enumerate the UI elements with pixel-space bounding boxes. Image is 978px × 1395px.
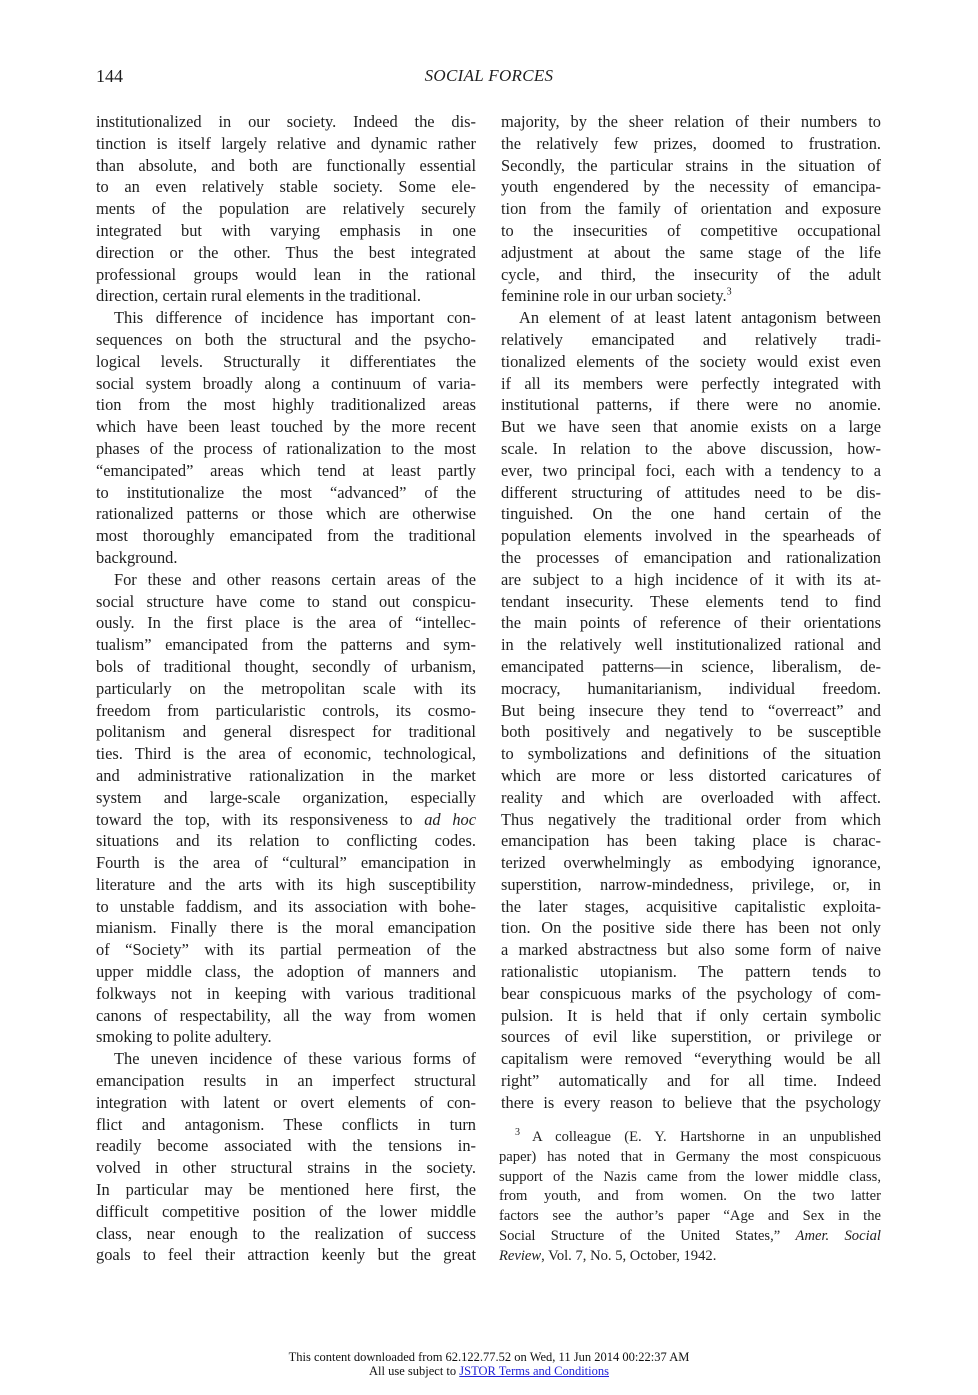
line-text: reality and which are overloaded with affect. [501,787,881,807]
line-text: smoking to polite adultery. [96,1027,272,1047]
text-line [499,1187,881,1207]
line-text: sequences on both the structural and the psycho- [96,329,476,349]
line-text: particularly on the metropolitan scale with its [96,678,476,698]
text-line [96,809,476,831]
line-text: scale. In relation to the above discussion, how- [501,438,881,458]
line-text: tinguished. On the one hand certain of the [501,504,881,524]
line-text: goals to feel their attraction keenly but the great [96,1245,476,1265]
text-line [96,285,476,307]
text-line [501,329,881,351]
line-text: institutional patterns, if there were no anomie. [501,395,881,415]
text-line [501,917,881,939]
line-text: in the relatively well institutionalized rational and [501,635,881,655]
text-line [501,242,881,264]
text-line [501,1048,881,1070]
line-text: the relatively few prizes, doomed to frustration. [501,133,881,153]
text-line [501,809,881,831]
line-text: the main points of reference of their orientations [501,613,881,633]
line-text: the later stages, acquisitive capitalistic exploita- [501,896,881,916]
line-text: An element of at least latent antagonism between [519,308,881,328]
text-line [96,198,476,220]
line-text: Fourth is the area of “cultural” emancipation in [96,853,476,873]
terms-prefix: All use subject to [369,1364,460,1378]
line-text: direction or the other. Thus the best integrated [96,242,476,262]
line-text: class, near enough to the realization of success [96,1223,476,1243]
line-text: support of the Nazis came from the lower middle class, [499,1168,881,1185]
text-line [96,220,476,242]
text-line [501,634,881,656]
text-line [96,612,476,634]
text-line [501,612,881,634]
text-line [96,242,476,264]
line-text: paper) has noted that in Germany the most conspicuous [499,1148,881,1165]
line-text: youth engendered by the necessity of emancipa- [501,177,881,197]
text-line [501,198,881,220]
text-line [501,460,881,482]
line-text: canons of respectability, all the way from women [96,1005,476,1025]
text-line [501,307,881,329]
text-line [96,939,476,961]
line-text: there is every reason to believe that the psychology [501,1092,881,1112]
line-text: rationalistic utopianism. The pattern tends to [501,962,881,982]
line-text: mianism. Finally there is the moral emancipation [96,918,476,938]
text-line [499,1227,881,1247]
line-text: right” automatically and for all time. Indeed [501,1071,881,1091]
line-text: bear conspicuous marks of the psychology of com- [501,983,881,1003]
line-text: tendant insecurity. These elements tend to find [501,591,881,611]
text-line [501,765,881,787]
line-text: readily become associated with the tensions in- [96,1136,476,1156]
text-line [96,874,476,896]
text-line [96,111,476,133]
line-text: emancipation has been taking place is charac- [501,831,881,851]
line-text: “emancipated” areas which tend at least partly [96,460,476,480]
text-line [501,264,881,286]
line-text: literature and the arts with its high susceptibility [96,874,476,894]
text-line [501,482,881,504]
line-text: flict and antagonism. These conflicts in turn [96,1114,476,1134]
line-text: are subject to a high incidence of it with its at- [501,569,881,589]
download-notice: This content downloaded from 62.122.77.52 on Wed, 11 Jun 2014 00:22:37 AM [288,1350,690,1364]
jstor-footer [0,1350,978,1378]
page-number: 144 [96,66,123,86]
line-text: to an even relatively stable society. Some ele- [96,177,476,197]
line-text: tion. On the positive side there has been not only [501,918,881,938]
line-text: than absolute, and both are functionally essential [96,155,476,175]
line-text: to the insecurities of competitive occupational [501,220,881,240]
line-text: cycle, and third, the insecurity of the adult [501,264,881,284]
text-line [96,133,476,155]
text-line [501,678,881,700]
text-line [501,155,881,177]
line-text: emancipation results in an imperfect structural [96,1071,476,1091]
text-line [96,1157,476,1179]
text-line [96,830,476,852]
line-text: system and large-scale organization, especially [96,787,476,807]
text-line [501,1092,881,1114]
line-text: tion from the family of orientation and exposure [501,199,881,219]
line-text: difficult competitive position of the lower middle [96,1201,476,1221]
text-line [96,1005,476,1027]
text-line [96,329,476,351]
line-text: background. [96,547,178,567]
line-text: For these and other reasons certain areas of the [114,569,476,589]
text-line [501,787,881,809]
text-line [501,591,881,613]
text-line [501,852,881,874]
text-line [501,896,881,918]
text-line [96,351,476,373]
text-line [96,743,476,765]
text-line [499,1247,881,1267]
text-line [96,1135,476,1157]
line-text: if all its members were perfectly integrated with [501,373,881,393]
line-text: a marked abstractness but also some form of naive [501,940,881,960]
journal-title: SOCIAL FORCES [424,66,554,85]
text-line [96,678,476,700]
text-line [96,961,476,983]
text-line [499,1207,881,1227]
line-text: ever, two principal foci, each with a tendency to a [501,460,881,480]
line-text: terized overwhelmingly as embodying ignorance, [501,853,881,873]
line-text: ties. Third is the area of economic, technological, [96,744,476,764]
text-line [96,721,476,743]
line-text: Thus negatively the traditional order from which [501,809,881,829]
line-text: from youth, and from women. On the two latter [499,1188,881,1205]
italic-text: Review [499,1247,542,1264]
line-text: tinction is itself largely relative and dynamic rather [96,133,476,153]
text-line [96,155,476,177]
footnote-marker: 3 [515,1127,533,1139]
text-line [96,634,476,656]
text-line [96,547,476,569]
text-line [501,351,881,373]
text-line [96,983,476,1005]
text-line [96,787,476,809]
text-line [96,852,476,874]
line-text: superstition, narrow-mindedness, privilege, or, in [501,874,881,894]
line-text: sources of evil like superstition, or privilege or [501,1027,881,1047]
text-line [96,1244,476,1266]
line-text: direction, certain rural elements in the traditional. [96,286,421,306]
text-line [501,547,881,569]
line-text: relatively emancipated and relatively tradi- [501,329,881,349]
footnote-reference[interactable]: 3 [726,286,732,298]
text-line [96,700,476,722]
line-text: ments of the population are relatively securely [96,199,476,219]
line-text: different structuring of attitudes need to be dis- [501,482,881,502]
line-text: of “Society” with its partial permeation of the [96,940,476,960]
line-text: mocracy, humanitarianism, individual freedom. [501,678,881,698]
text-line [501,1070,881,1092]
text-line [96,1070,476,1092]
line-text: toward the top, with its responsiveness to [96,809,425,829]
text-line [501,176,881,198]
right-column [501,111,881,1114]
line-text: politanism and general disrespect for traditional [96,722,476,742]
line-text: both positively and negatively to be susceptible [501,722,881,742]
jstor-terms-link[interactable]: JSTOR Terms and Conditions [459,1364,609,1378]
italic-text: Amer. Social [795,1227,881,1244]
text-line [96,525,476,547]
line-text: to unstable faddism, and its association with bohe- [96,896,476,916]
line-text: emancipated patterns—in science, liberalism, de- [501,656,881,676]
line-text: adjustment at about the same stage of the life [501,242,881,262]
line-text: factors see the author’s paper “Age and Sex in the [499,1208,881,1225]
line-text: But we have seen that anomie exists on a large [501,417,881,437]
line-text: institutionalized in our society. Indeed the dis- [96,112,476,131]
text-line [96,416,476,438]
line-text: bols of traditional thought, secondly of urbanism, [96,656,476,676]
text-line [96,307,476,329]
line-text: tionalized elements of the society would exist even [501,351,881,371]
text-line [501,983,881,1005]
line-text: ously. In the first place is the area of “intellec- [96,613,476,633]
text-line [96,1048,476,1070]
line-text: phases of the process of rationalization to the most [96,438,476,458]
text-line [96,1201,476,1223]
text-line [501,874,881,896]
text-line [96,503,476,525]
line-text: This difference of incidence has important con- [114,308,476,328]
text-line [501,503,881,525]
line-text: most thoroughly emancipated from the traditional [96,526,476,546]
text-line [501,416,881,438]
text-line [501,525,881,547]
line-text: situations and its relation to conflicting codes. [96,831,476,851]
text-line [96,1179,476,1201]
line-text: and administrative rationalization in the market [96,765,476,785]
text-line [96,438,476,460]
line-text: capitalism were removed “everything would be all [501,1049,881,1069]
line-text: to institutionalize the most “advanced” of the [96,482,476,502]
text-line [96,1026,476,1048]
text-line [501,830,881,852]
text-line [501,394,881,416]
footnote [499,1128,881,1267]
text-line [96,656,476,678]
text-line [499,1148,881,1168]
text-line [96,482,476,504]
text-line [501,961,881,983]
text-line [501,133,881,155]
line-text: population elements involved in the spearheads of [501,526,881,546]
text-line [96,264,476,286]
text-line [96,569,476,591]
text-line [96,394,476,416]
text-line [501,1005,881,1027]
text-line [501,111,881,133]
text-line [501,373,881,395]
line-text: Secondly, the particular strains in the situation of [501,155,881,175]
line-text: upper middle class, the adoption of manners and [96,962,476,982]
text-line [96,765,476,787]
text-line [499,1168,881,1188]
text-line [501,1026,881,1048]
text-line [501,569,881,591]
line-text: volved in other structural strains in the society. [96,1158,476,1178]
line-text: In particular may be mentioned here first, the [96,1180,476,1200]
text-line [501,438,881,460]
line-text: professional groups would lean in the rational [96,264,476,284]
line-text: tualism” emancipated from the patterns and sym- [96,635,476,655]
line-text: majority, by the sheer relation of their numbers to [501,112,881,131]
line-text: A colleague (E. Y. Hartshorne in an unpublished [532,1129,881,1145]
line-text: freedom from particularistic controls, its cosmo- [96,700,476,720]
text-line [96,591,476,613]
line-text: pulsion. It is held that if only certain symbolic [501,1005,881,1025]
text-line [501,721,881,743]
line-text: folkways not in keeping with various traditional [96,983,476,1003]
line-text: logical levels. Structurally it differentiates the [96,351,476,371]
line-text: which are more or less distorted caricatures of [501,765,881,785]
text-line [501,656,881,678]
text-line [501,939,881,961]
left-column [96,111,476,1266]
line-text: rationalized patterns or those which are otherwise [96,504,476,524]
line-text: But being insecure they tend to “overreact” and [501,700,881,720]
line-text: Social Structure of the United States,” [499,1227,796,1244]
text-line [501,285,881,307]
text-line [501,743,881,765]
italic-text: ad hoc [424,809,476,829]
line-text: to symbolizations and definitions of the situation [501,744,881,764]
text-line [96,1114,476,1136]
line-text: the processes of emancipation and rationalization [501,547,881,567]
line-text: The uneven incidence of these various forms of [114,1049,476,1069]
text-line [96,1223,476,1245]
text-line [501,220,881,242]
text-line [96,460,476,482]
line-text: integrated but with varying emphasis in one [96,220,476,240]
text-line [96,373,476,395]
text-line [96,176,476,198]
text-line [96,896,476,918]
text-line [96,1092,476,1114]
text-line [499,1128,881,1148]
terms-line [0,1364,978,1378]
line-text: tion from the most highly traditionalized areas [96,395,476,415]
line-text: feminine role in our urban society. [501,286,727,306]
line-text: which have been least touched by the more recent [96,417,476,437]
line-text: integration with latent or overt elements of con- [96,1092,476,1112]
text-line [501,700,881,722]
line-text: , Vol. 7, No. 5, October, 1942. [541,1247,717,1264]
line-text: social structure have come to stand out conspicu- [96,591,476,611]
line-text: social system broadly along a continuum of varia- [96,373,476,393]
text-line [96,917,476,939]
